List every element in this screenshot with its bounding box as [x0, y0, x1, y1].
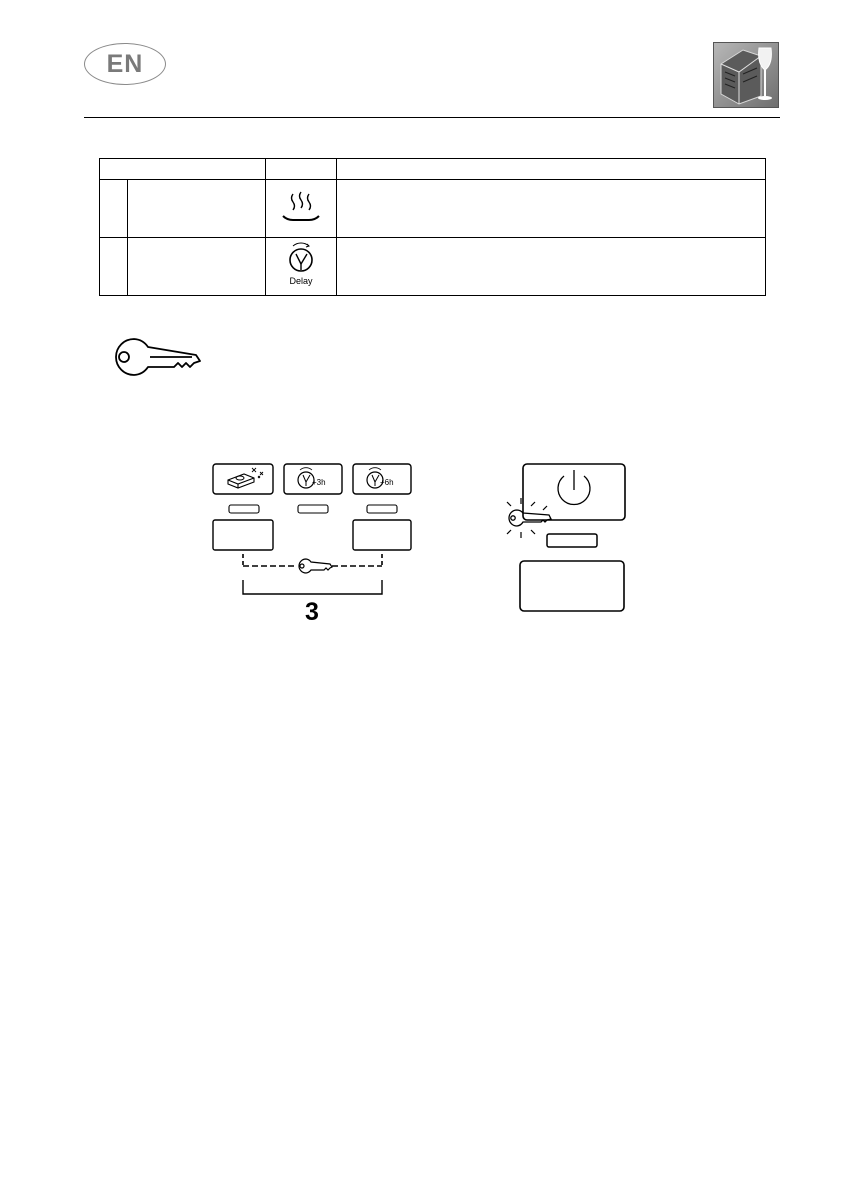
key-lock-indicator-diagram [497, 458, 633, 616]
header-divider [84, 117, 780, 118]
steam-heat-icon [279, 186, 323, 226]
key-icon [108, 333, 202, 381]
column-header [337, 159, 766, 180]
option-name [128, 180, 266, 238]
options-table [99, 158, 766, 296]
tablet-icon [228, 468, 263, 488]
option-icon-cell [266, 238, 337, 296]
delay-label: Delay [289, 276, 313, 286]
table-row [100, 180, 766, 238]
plus3h-label: +3h [312, 478, 326, 487]
language-code: EN [106, 49, 144, 78]
option-name [128, 238, 266, 296]
language-badge [84, 43, 166, 85]
key-icon [509, 510, 551, 526]
column-header [100, 159, 266, 180]
column-header [266, 159, 337, 180]
option-description [337, 180, 766, 238]
row-number [100, 180, 128, 238]
step-number: 3 [305, 598, 319, 626]
delay-timer-icon [279, 240, 323, 288]
power-icon [558, 470, 590, 504]
table-header-row [100, 159, 766, 180]
option-description [337, 238, 766, 296]
row-number [100, 238, 128, 296]
dishwasher-glass-icon [713, 42, 779, 108]
key-icon [299, 559, 332, 573]
plus6h-label: +6h [380, 478, 394, 487]
table-row [100, 238, 766, 296]
option-icon-cell [266, 180, 337, 238]
